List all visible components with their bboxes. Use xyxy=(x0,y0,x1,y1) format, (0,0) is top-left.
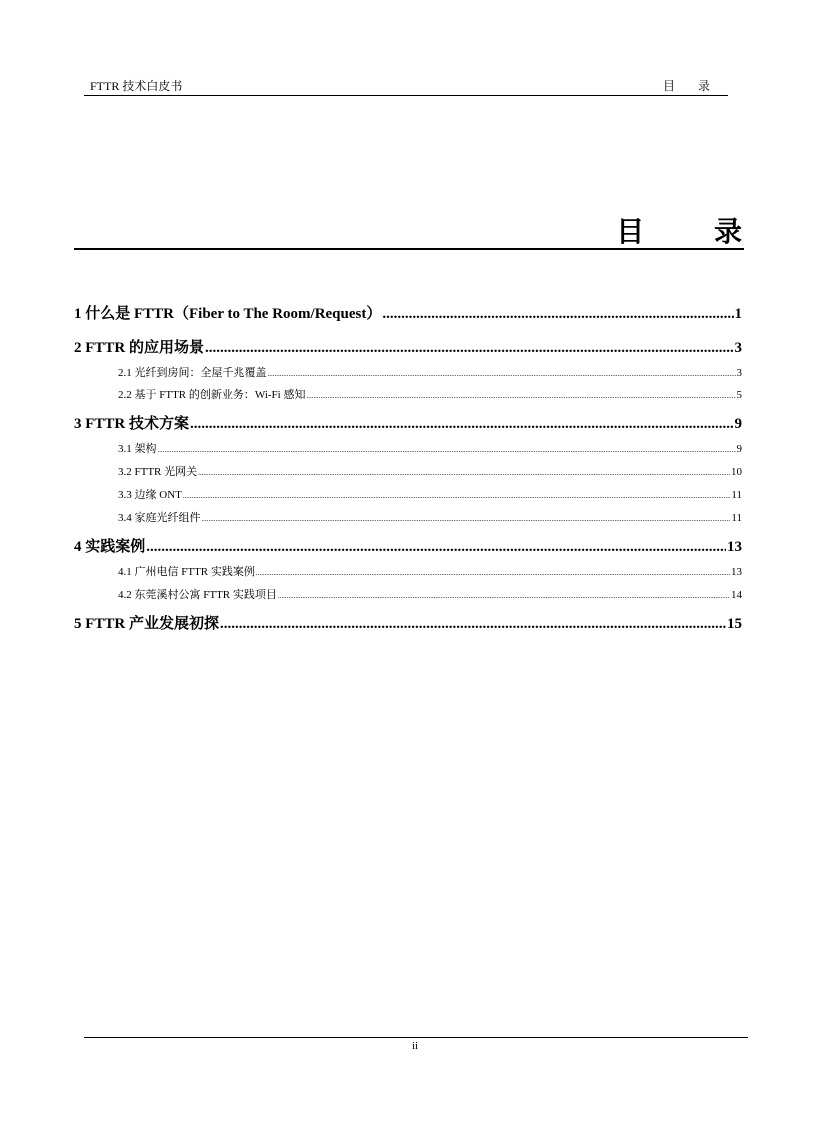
toc-entry-label: 1 什么是 FTTR（Fiber to The Room/Request） xyxy=(74,306,382,322)
toc-entry-label: 4.2 东莞溪村公寓 FTTR 实践项目 xyxy=(118,589,277,601)
toc-entry-page: 11 xyxy=(731,512,742,524)
footer-divider xyxy=(84,1037,748,1038)
toc-leader-dots xyxy=(278,592,730,600)
toc-entry-page: 10 xyxy=(731,466,742,478)
toc-entry-page: 15 xyxy=(727,616,742,632)
toc-leader-dots xyxy=(146,539,726,556)
toc-subentry[interactable] xyxy=(118,463,742,479)
toc-leader-dots xyxy=(256,569,730,577)
toc-entry-label: 3.2 FTTR 光网关 xyxy=(118,466,198,478)
toc-entry[interactable] xyxy=(74,612,742,633)
toc-subentry[interactable] xyxy=(118,509,742,525)
toc-entry[interactable] xyxy=(74,535,742,556)
toc-entry-page: 11 xyxy=(731,489,742,501)
toc-entry-label: 2.1 光纤到房间：全屋千兆覆盖 xyxy=(118,367,267,379)
toc-entry-page: 5 xyxy=(736,389,742,401)
toc-entry-label: 2.2 基于 FTTR 的创新业务：Wi-Fi 感知 xyxy=(118,389,306,401)
toc-leader-dots xyxy=(198,469,730,477)
toc-subentry[interactable] xyxy=(118,386,742,402)
toc-entry-label: 3 FTTR 技术方案 xyxy=(74,416,190,432)
toc-entry-page: 1 xyxy=(734,306,742,322)
toc-leader-dots xyxy=(202,515,731,523)
toc-entry-page: 14 xyxy=(731,589,742,601)
toc-entry-page: 9 xyxy=(734,416,742,432)
toc-subentry[interactable] xyxy=(118,486,742,502)
toc-entry-label: 4.1 广州电信 FTTR 实践案例 xyxy=(118,566,255,578)
toc-leader-dots xyxy=(220,616,726,633)
toc-entry[interactable] xyxy=(74,336,742,357)
toc-subentry[interactable] xyxy=(118,364,742,380)
toc-entry-label: 5 FTTR 产业发展初探 xyxy=(74,616,220,632)
toc-entry[interactable] xyxy=(74,302,742,323)
toc-entry-page: 3 xyxy=(736,367,742,379)
page-title: 目 录 xyxy=(616,215,772,248)
toc-entry-label: 3.1 架构 xyxy=(118,443,157,455)
toc-subentry[interactable] xyxy=(118,563,742,579)
toc-subentry[interactable] xyxy=(118,440,742,456)
toc-subentry[interactable] xyxy=(118,586,742,602)
toc-leader-dots xyxy=(183,492,731,500)
toc-entry-page: 13 xyxy=(731,566,742,578)
toc-entry-page: 3 xyxy=(734,340,742,356)
toc-entry-label: 2 FTTR 的应用场景 xyxy=(74,340,205,356)
toc-entry-label: 3.3 边缘 ONT xyxy=(118,489,182,501)
toc-entry-label: 4 实践案例 xyxy=(74,539,146,555)
toc-leader-dots xyxy=(190,416,733,433)
toc-leader-dots xyxy=(205,340,733,357)
toc-entry-page: 13 xyxy=(727,539,742,555)
toc-leader-dots xyxy=(158,446,736,454)
header-section-title: 目 录 xyxy=(662,79,720,93)
toc-entry-page: 9 xyxy=(736,443,742,455)
toc-leader-dots xyxy=(306,392,735,400)
header-document-title: FTTR 技术白皮书 xyxy=(90,79,183,93)
footer-page-number: ii xyxy=(411,1040,419,1052)
toc-leader-dots xyxy=(382,306,733,323)
title-divider xyxy=(74,248,744,250)
page-header xyxy=(84,76,728,96)
toc-leader-dots xyxy=(268,370,736,378)
toc-entry[interactable] xyxy=(74,412,742,433)
toc-entry-label: 3.4 家庭光纤组件 xyxy=(118,512,201,524)
